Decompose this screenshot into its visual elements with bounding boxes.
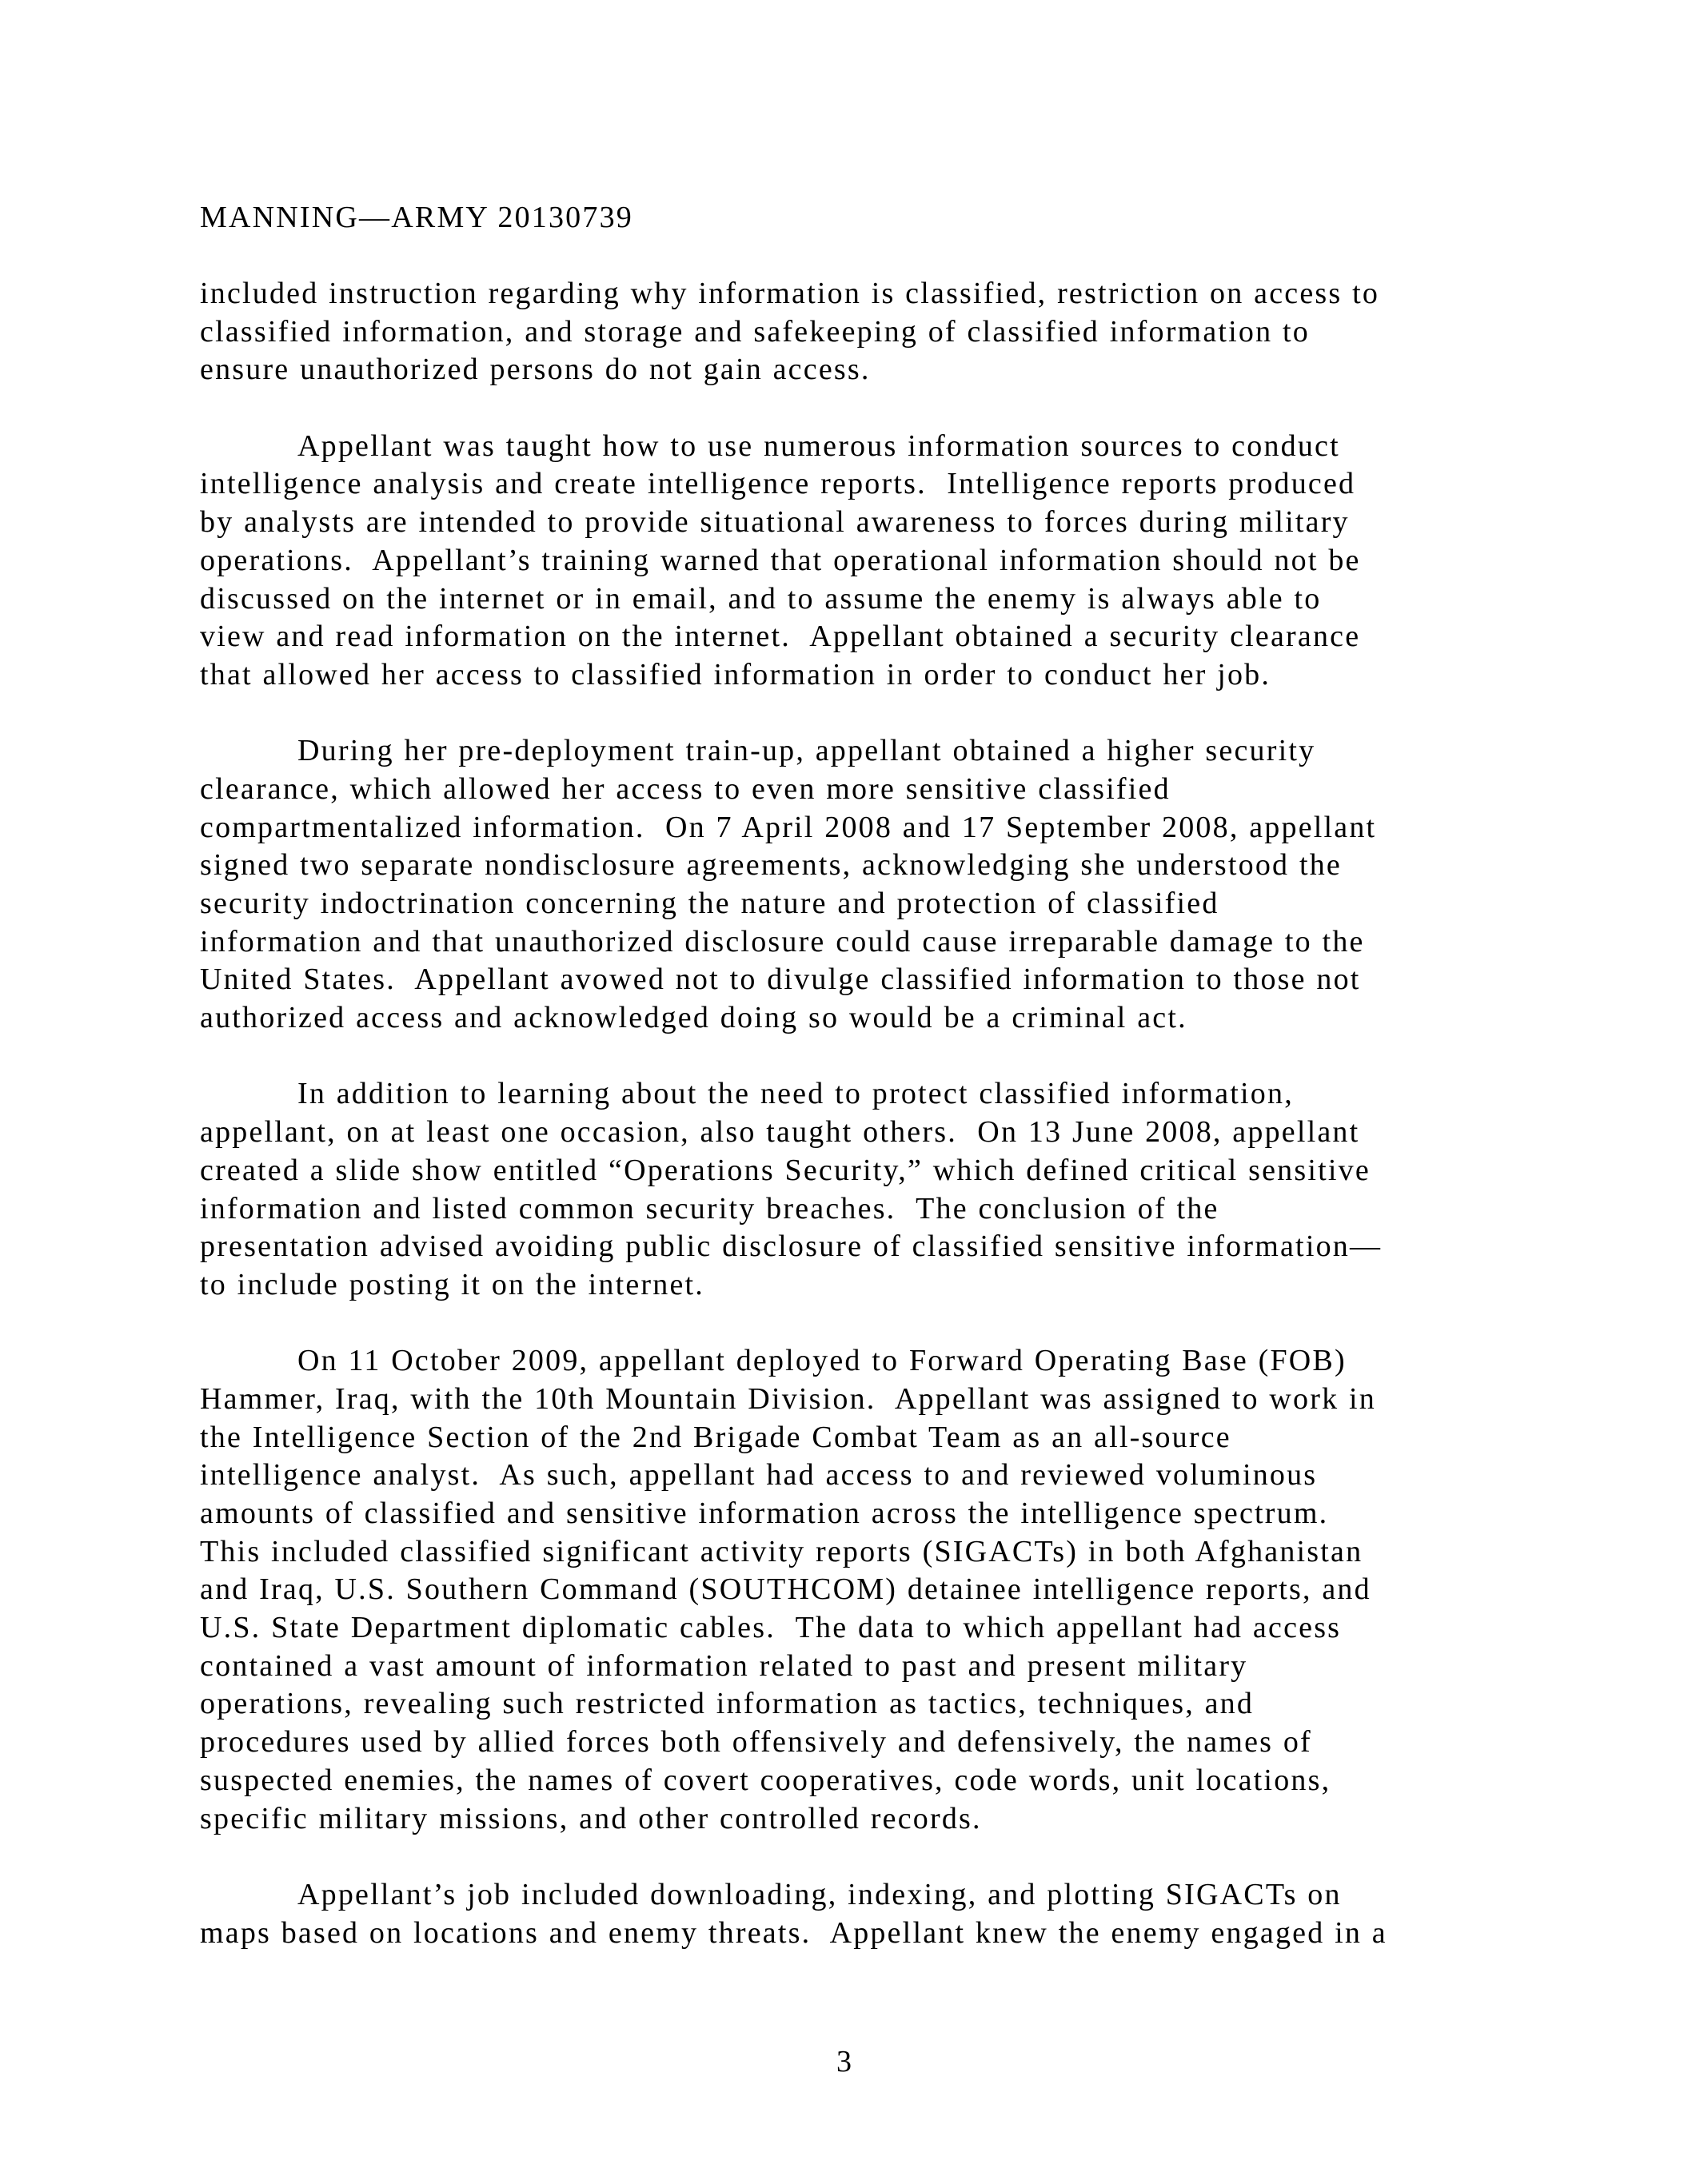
text-line: view and read information on the internet. Appellant obtained a security clearance — [200, 620, 1361, 654]
text-line: intelligence analysis and create intelligence reports. Intelligence reports produced — [200, 467, 1356, 501]
text-line: amounts of classified and sensitive information across the intelligence spectrum. — [200, 1497, 1329, 1530]
text-line: procedures used by allied forces both offensively and defensively, the names of — [200, 1725, 1312, 1760]
text-line: intelligence analyst. As such, appellant had access to and reviewed voluminous — [200, 1458, 1318, 1493]
text-line: operations. Appellant’s training warned that operational information should not be — [200, 543, 1361, 577]
paragraph — [200, 1075, 1511, 1304]
paragraph-gap — [200, 1838, 1511, 1876]
text-line: United States. Appellant avowed not to divulge classified information to those not — [200, 962, 1361, 997]
paragraph-gap — [200, 1038, 1511, 1076]
case-header: MANNING—ARMY 20130739 — [200, 201, 633, 234]
text-line: ensure unauthorized persons do not gain access. — [200, 353, 871, 387]
text-line: clearance, which allowed her access to even more sensitive classified — [200, 771, 1171, 806]
text-line: security indoctrination concerning the nature and protection of classified — [200, 887, 1219, 920]
text-line: Appellant was taught how to use numerous information sources to conduct — [297, 428, 1340, 463]
paragraph — [200, 275, 1511, 389]
paragraph-gap — [200, 389, 1511, 428]
text-line: information and listed common security breaches. The conclusion of the — [200, 1191, 1219, 1226]
text-line: signed two separate nondisclosure agreements, acknowledging she understood the — [200, 848, 1342, 883]
paragraph — [200, 732, 1511, 1038]
paragraph-gap — [200, 695, 1511, 733]
paragraph-gap — [200, 1305, 1511, 1343]
text-line: created a slide show entitled “Operations Security,” which defined critical sensitive — [200, 1153, 1371, 1187]
document-body — [200, 275, 1511, 1952]
text-line: and Iraq, U.S. Southern Command (SOUTHCOM) detainee intelligence reports, and — [200, 1572, 1371, 1607]
text-line: suspected enemies, the names of covert cooperatives, code words, unit locations, — [200, 1763, 1331, 1797]
text-line: contained a vast amount of information related to past and present military — [200, 1648, 1248, 1683]
text-line: On 11 October 2009, appellant deployed to Forward Operating Base (FOB) — [297, 1344, 1347, 1378]
text-line: This included classified significant activity reports (SIGACTs) in both Afghanistan — [200, 1534, 1363, 1568]
text-line: appellant, on at least one occasion, also taught others. On 13 June 2008, appellant — [200, 1115, 1360, 1150]
text-line: presentation advised avoiding public disclosure of classified sensitive information— — [200, 1229, 1383, 1264]
text-line: operations, revealing such restricted information as tactics, techniques, and — [200, 1687, 1255, 1721]
text-line: specific military missions, and other controlled records. — [200, 1801, 982, 1835]
text-line: discussed on the internet or in email, and to assume the enemy is always able to — [200, 581, 1322, 616]
paragraph — [200, 1342, 1511, 1838]
text-line: maps based on locations and enemy threats. Appellant knew the enemy engaged in a — [200, 1915, 1387, 1950]
text-line: classified information, and storage and safekeeping of classified information to — [200, 314, 1310, 349]
text-line: by analysts are intended to provide situational awareness to forces during military — [200, 505, 1350, 540]
text-line: that allowed her access to classified information in order to conduct her job. — [200, 657, 1271, 691]
text-line: Appellant’s job included downloading, indexing, and plotting SIGACTs on — [297, 1877, 1342, 1911]
paragraph — [200, 428, 1511, 695]
text-line: authorized access and acknowledged doing so would be a criminal act. — [200, 1001, 1187, 1035]
paragraph — [200, 1876, 1511, 1952]
text-line: the Intelligence Section of the 2nd Brigade Combat Team as an all-source — [200, 1420, 1231, 1454]
text-line: During her pre-deployment train-up, appellant obtained a higher security — [297, 734, 1316, 768]
text-line: In addition to learning about the need to protect classified information, — [297, 1077, 1294, 1111]
page-number: 3 — [836, 2045, 852, 2078]
text-line: compartmentalized information. On 7 April 2008 and 17 September 2008, appellant — [200, 810, 1377, 844]
text-line: U.S. State Department diplomatic cables. The data to which appellant had access — [200, 1611, 1342, 1645]
text-line: information and that unauthorized disclosure could cause irreparable damage to the — [200, 924, 1365, 958]
text-line: included instruction regarding why information is classified, restriction on access to — [200, 277, 1380, 310]
text-line: to include posting it on the internet. — [200, 1267, 705, 1301]
text-line: Hammer, Iraq, with the 10th Mountain Division. Appellant was assigned to work in — [200, 1381, 1376, 1416]
